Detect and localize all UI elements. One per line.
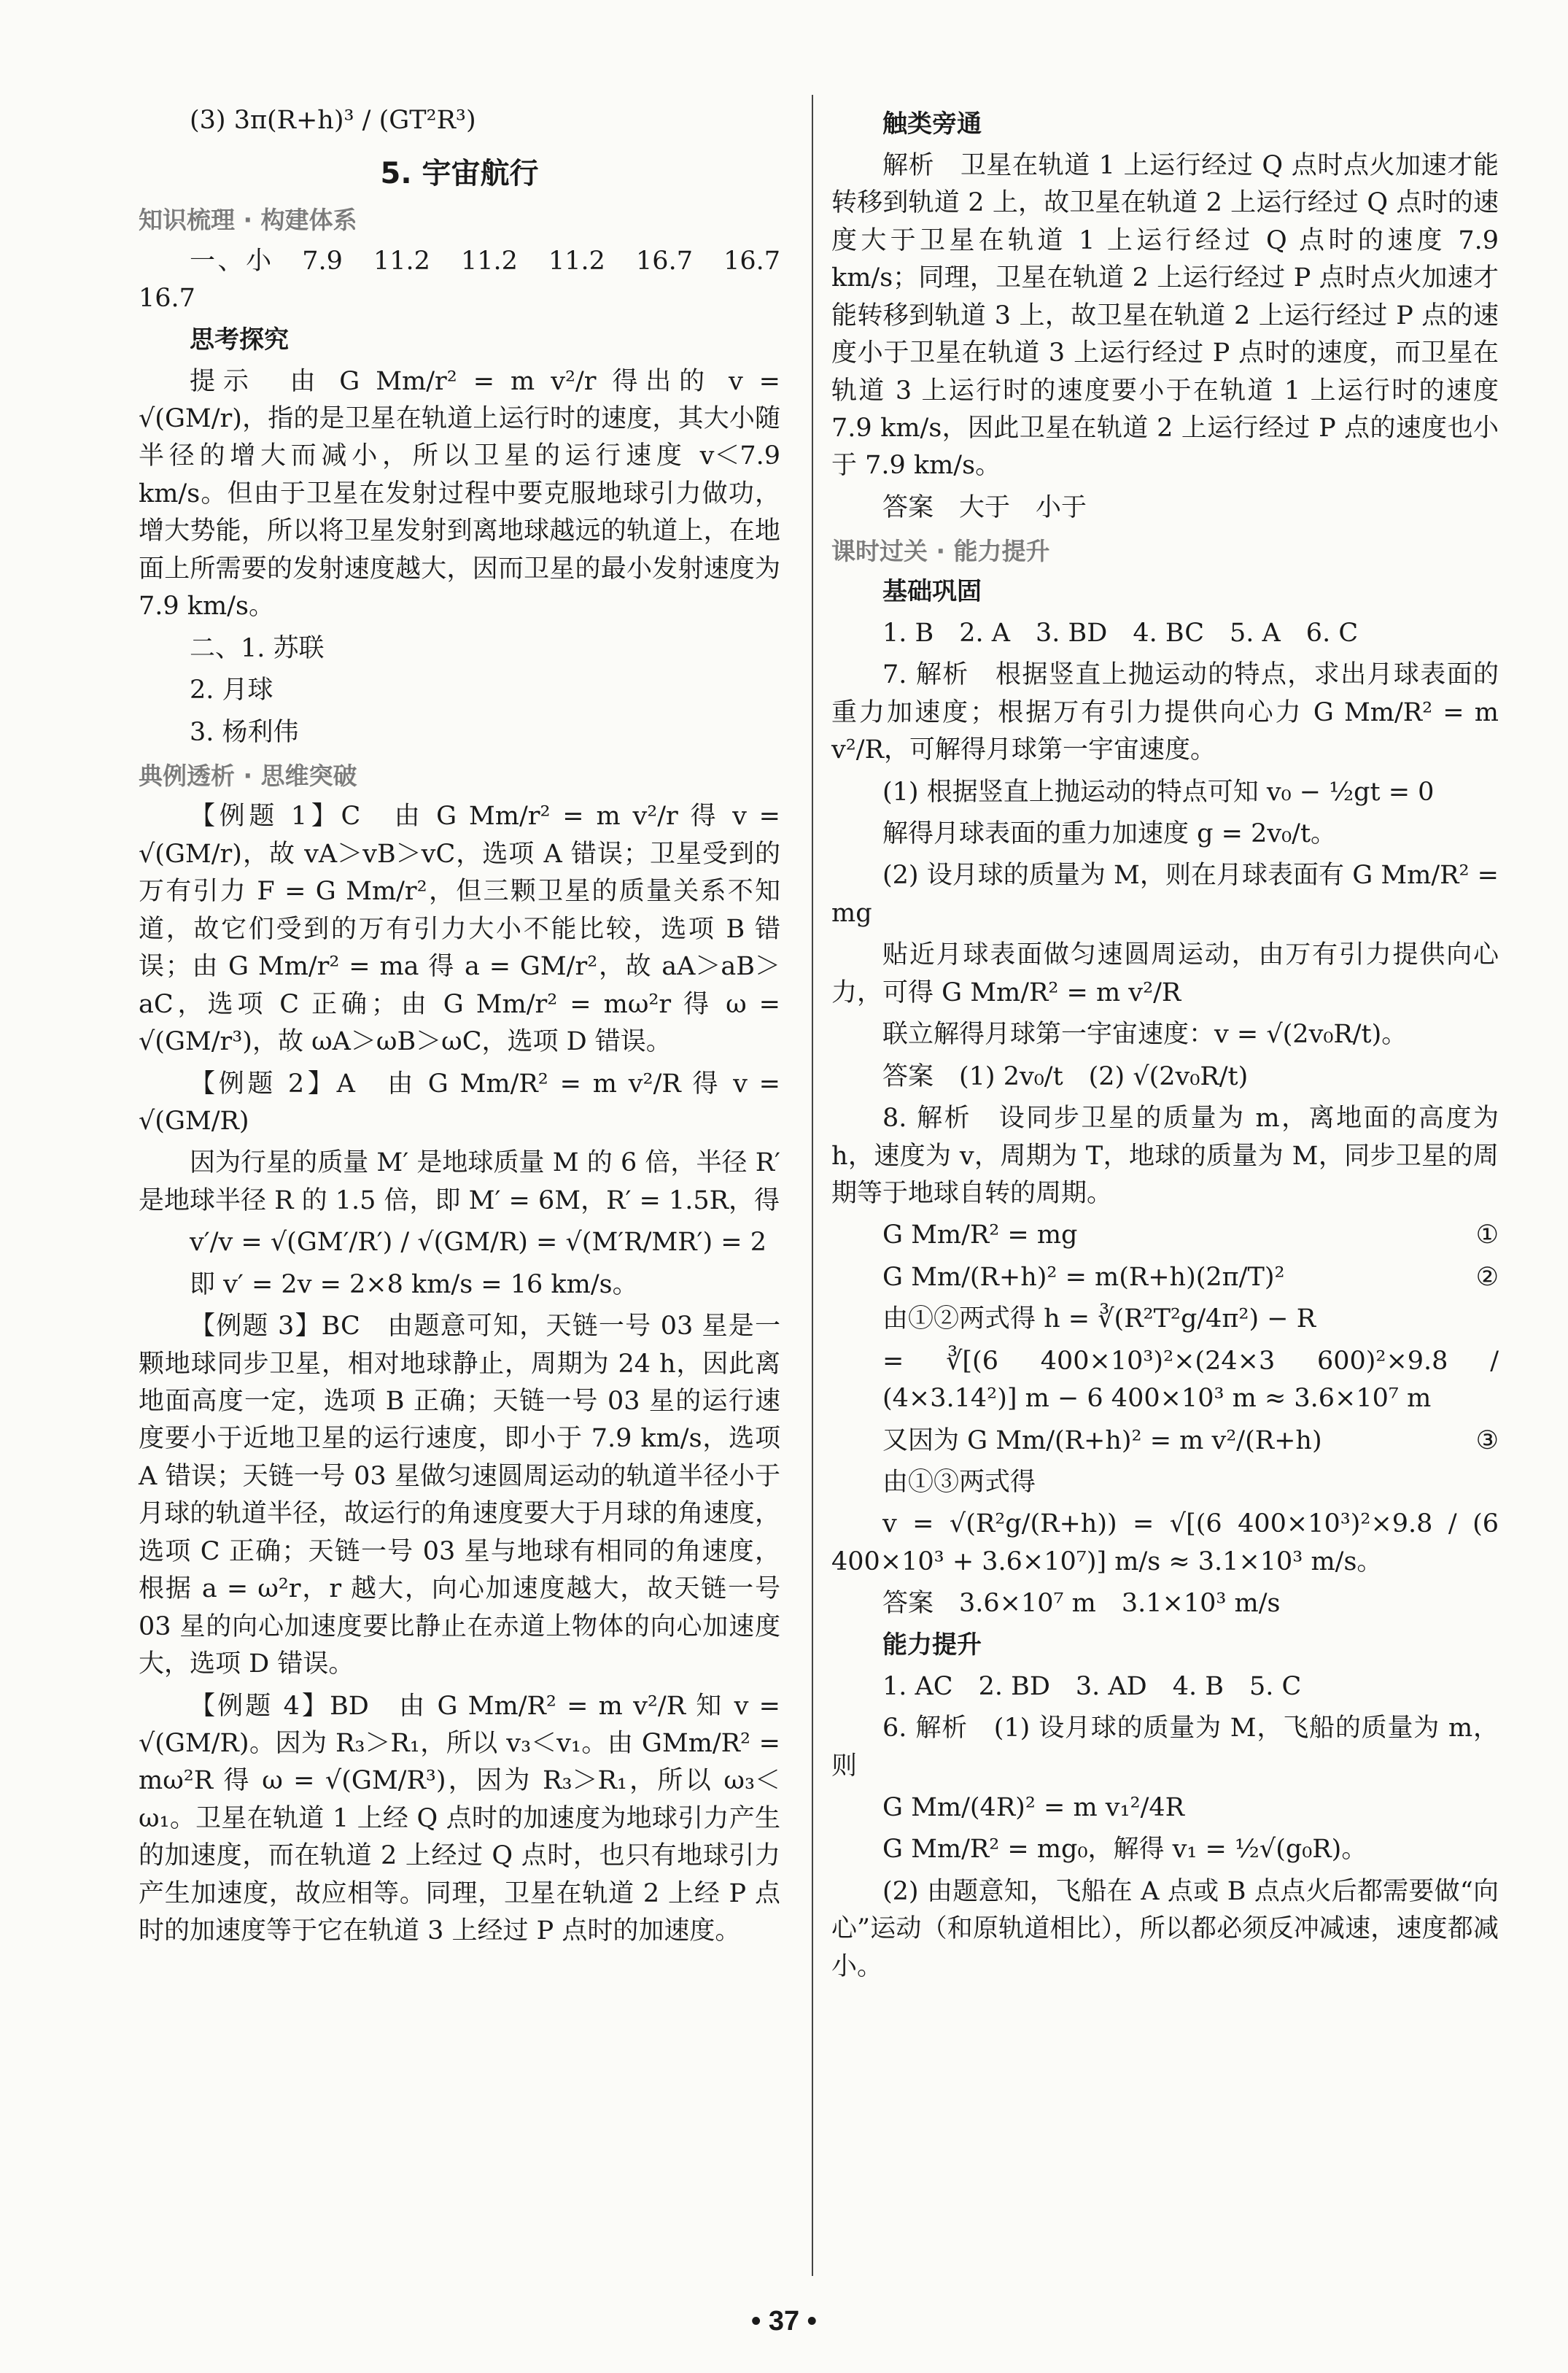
paragraph: 6. 解析 (1) 设月球的质量为 M，飞船的质量为 m，则	[831, 1714, 1499, 1781]
equation-line: G Mm/R² = mg₀，解得 v₁ = ½√(g₀R)。	[882, 1835, 1367, 1865]
numbered-equation	[882, 1217, 1499, 1254]
equation-line: 3. 杨利伟	[190, 717, 299, 747]
numbered-equation	[882, 1259, 1499, 1296]
section-title: 5. 宇宙航行	[380, 157, 539, 191]
paragraph: 答案 (1) 2v₀/t (2) √(2v₀R/t)	[882, 1061, 1249, 1091]
column-divider	[812, 95, 813, 2276]
paragraph: 8. 解析 设同步卫星的质量为 m，离地面的高度为 h，速度为 v，周期为 T，地球的质量为 M，同步卫星的周期等于地球自转的周期。	[831, 1104, 1499, 1208]
equation-line: 由①③两式得	[882, 1468, 1036, 1497]
paragraph: 1. AC 2. BD 3. AD 4. B 5. C	[882, 1671, 1302, 1701]
paragraph: 7. 解析 根据竖直上抛运动的特点，求出月球表面的重力加速度；根据万有引力提供向心力 G Mm/R² = m v²/R，可解得月球第一宇宙速度。	[831, 660, 1499, 765]
paragraph: 【例题 1】C 由 G Mm/r² = m v²/r 得 v = √(GM/r)，故 vA＞vB＞vC，选项 A 错误；卫星受到的万有引力 F = G Mm/r²，但三颗卫星的质量关系不知道，故它们受到的万有引力大小不能比较，选项 B 错误；由 G Mm/r² = ma 得 a = GM/r²，故 aA＞aB＞aC，选项 C 正确；由 G Mm/r² = mω²r 得 ω = √(GM/r³)，故 ωA＞ωB＞ωC，选项 D 错误。	[139, 802, 780, 1057]
paragraph: 解得月球表面的重力加速度 g = 2v₀/t。	[882, 819, 1337, 848]
equation-line: v′/v = √(GM′/R′) / √(GM/R) = √(M′R/MR′) = 2	[190, 1228, 767, 1258]
left-column	[139, 102, 807, 2261]
paragraph: 二、1. 苏联	[190, 633, 325, 663]
section-heading: 典例透析 · 思维突破	[139, 761, 357, 790]
equation-line: = ∛[(6 400×10³)²×(24×3 600)²×9.8 / (4×3.14²)] m − 6 400×10³ m ≈ 3.6×10⁷ m	[882, 1346, 1499, 1414]
equation-number: ②	[1475, 1262, 1499, 1292]
subsection-heading: 能力提升	[882, 1630, 982, 1660]
section-heading: 课时过关 · 能力提升	[831, 537, 1050, 566]
equation-line: (3) 3π(R+h)³ / (GT²R³)	[190, 106, 476, 135]
paragraph: 【例题 4】BD 由 G Mm/R² = m v²/R 知 v = √(GM/R)。因为 R₃＞R₁，所以 v₃＜v₁。由 GMm/R² = mω²R 得 ω = √(GM/R³)，因为 R₃＞R₁，所以 ω₃＜ω₁。卫星在轨道 1 上经 Q 点时的加速度为地球引力产生的加速度，而在轨道 2 上经过 Q 点时，也只有地球引力产生加速度，故应相等。同理，卫星在轨道 2 上经 P 点时的加速度等于它在轨道 3 上经过 P 点时的加速度。	[139, 1691, 780, 1946]
paragraph: 【例题 3】BC 由题意可知，天链一号 03 星是一颗地球同步卫星，相对地球静止，周期为 24 h，因此离地面高度一定，选项 B 正确；天链一号 03 星的运行速度要小于近地卫星的运行速度，即小于 7.9 km/s，选项 A 错误；天链一号 03 星做匀速圆周运动的轨道半径小于月球的轨道半径，故运行的角速度要大于月球的角速度，选项 C 正确；天链一号 03 星与地球有相同的角速度，根据 a = ω²r，r 越大，向心加速度越大，故天链一号 03 星的向心加速度要比静止在赤道上物体的向心加速度大，选项 D 错误。	[139, 1312, 780, 1679]
equation-line: 由①②两式得 h = ∛(R²T²g/4π²) − R	[882, 1304, 1316, 1334]
paragraph: 因为行星的质量 M′ 是地球质量 M 的 6 倍，半径 R′ 是地球半径 R 的 1.5 倍，即 M′ = 6M，R′ = 1.5R，得	[139, 1148, 780, 1215]
paragraph: (1) 根据竖直上抛运动的特点可知 v₀ − ½gt = 0	[882, 777, 1435, 807]
paragraph: 贴近月球表面做匀速圆周运动，由万有引力提供向心力，可得 G Mm/R² = m v²/R	[831, 940, 1499, 1007]
subsection-heading: 基础巩固	[882, 576, 982, 606]
paragraph: 即 v′ = 2v = 2×8 km/s = 16 km/s。	[190, 1269, 638, 1299]
paragraph: 联立解得月球第一宇宙速度：v = √(2v₀R/t)。	[882, 1020, 1408, 1050]
paragraph: 1. B 2. A 3. BD 4. BC 5. A 6. C	[882, 618, 1359, 648]
paragraph: 提示 由 G Mm/r² = m v²/r 得出的 v = √(GM/r)，指的是卫星在轨道上运行时的速度，其大小随半径的增大而减小，所以卫星的运行速度 v＜7.9 km/s。但由于卫星在发射过程中要克服地球引力做功，增大势能，所以将卫星发射到离地球越远的轨道上，在地面上所需要的发射速度越大，因而卫星的最小发射速度为 7.9 km/s。	[139, 366, 780, 622]
paragraph: 答案 大于 小于	[882, 492, 1087, 522]
equation-text: G Mm/R² = mg	[882, 1220, 1078, 1250]
paragraph: 答案 3.6×10⁷ m 3.1×10³ m/s	[882, 1589, 1281, 1619]
numbered-equation	[882, 1422, 1499, 1460]
page-number: • 37 •	[751, 2306, 817, 2337]
subsection-heading: 触类旁通	[882, 109, 982, 139]
equation-text: 又因为 G Mm/(R+h)² = m v²/(R+h)	[882, 1425, 1322, 1455]
equation-number: ③	[1475, 1425, 1499, 1455]
equation-number: ①	[1475, 1220, 1499, 1250]
paragraph: (2) 由题意知，飞船在 A 点或 B 点点火后都需要做“向心”运动（和原轨道相比），所以都必须反冲减速，速度都减小。	[831, 1876, 1499, 1981]
paragraph: (2) 设月球的质量为 M，则在月球表面有 G Mm/R² = mg	[831, 861, 1499, 928]
subsection-heading: 思考探究	[190, 325, 289, 355]
equation-line: 2. 月球	[190, 675, 273, 705]
paragraph: 一、小 7.9 11.2 11.2 11.2 16.7 16.7 16.7	[139, 246, 807, 314]
paragraph: 解析 卫星在轨道 1 上运行经过 Q 点时点火加速才能转移到轨道 2 上，故卫星在轨道 2 上运行经过 Q 点时的速度大于卫星在轨道 1 上运行经过 Q 点时的速度 7.9 km/s；同理，卫星在轨道 2 上运行经过 P 点时点火加速才能转移到轨道 3 上，故卫星在轨道 2 上运行经过 P 点的速度小于卫星在轨道 3 上运行经过 P 点时的速度，而卫星在轨道 3 上运行时的速度要小于在轨道 1 上运行时的速度 7.9 km/s，因此卫星在轨道 2 上运行经过 P 点的速度也小于 7.9 km/s。	[831, 150, 1499, 481]
paragraph: v = √(R²g/(R+h)) = √[(6 400×10³)²×9.8 / (6 400×10³ + 3.6×10⁷)] m/s ≈ 3.1×10³ m/s。	[831, 1509, 1499, 1576]
equation-line: G Mm/(4R)² = m v₁²/4R	[882, 1793, 1185, 1823]
paragraph: 【例题 2】A 由 G Mm/R² = m v²/R 得 v = √(GM/R)	[139, 1069, 780, 1136]
section-heading: 知识梳理 · 构建体系	[139, 206, 357, 235]
equation-text: G Mm/(R+h)² = m(R+h)(2π/T)²	[882, 1262, 1285, 1292]
right-column	[831, 102, 1499, 2261]
